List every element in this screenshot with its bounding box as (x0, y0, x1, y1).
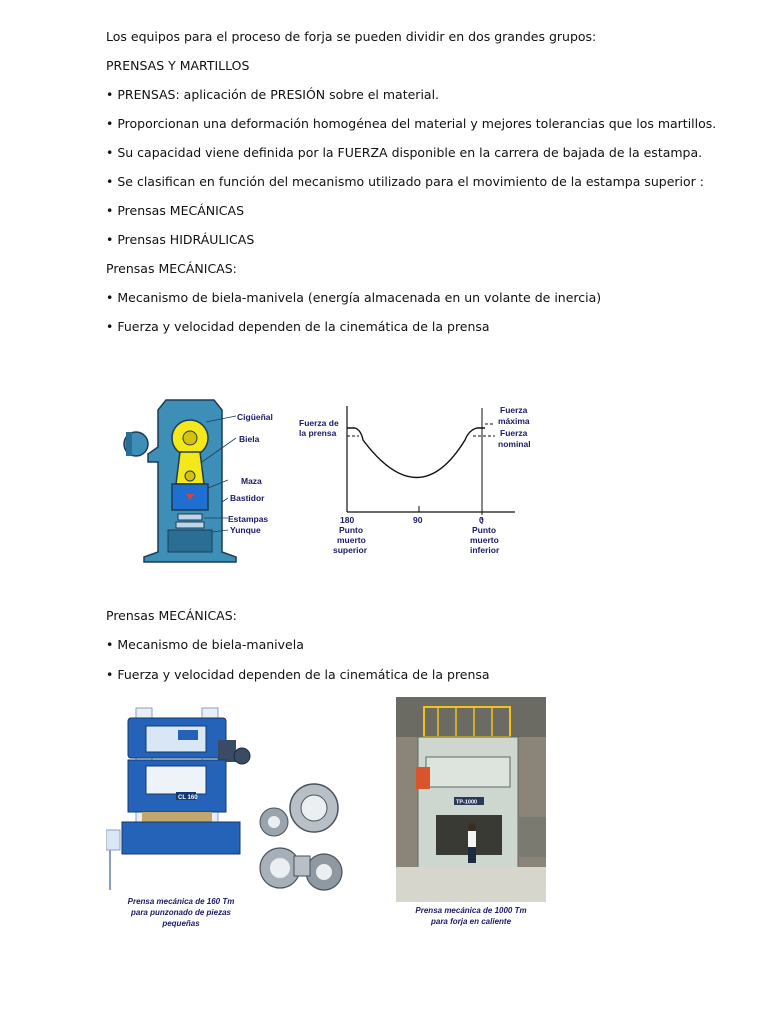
graph-fnom-2: nominal (498, 439, 531, 449)
press-1000tm-photo (396, 697, 546, 902)
graph-ylabel-1: Fuerza de (299, 418, 339, 428)
graph-pms-3: superior (333, 545, 368, 555)
graph-tick-90: 90 (413, 515, 423, 525)
label-estampas: Estampas (228, 514, 269, 524)
bullet-hidraulicas: • Prensas HIDRÁULICAS (106, 232, 255, 247)
label-bastidor: Bastidor (230, 493, 265, 503)
mech-bullet-fuerza-1: • Fuerza y velocidad dependen de la cinemática de la prensa (106, 319, 490, 334)
photo1-caption-line-3: pequeñas (162, 919, 200, 928)
photo2-caption-line-1: Prensa mecánica de 1000 Tm (415, 906, 527, 915)
mech-heading-2: Prensas MECÁNICAS: (106, 608, 237, 623)
section-heading: PRENSAS Y MARTILLOS (106, 58, 250, 73)
photo1-caption-line-1: Prensa mecánica de 160 Tm (127, 897, 235, 906)
bullet-deformacion: • Proporcionan una deformación homogénea del material y mejores tolerancias que los martillos. (106, 116, 717, 131)
graph-pms-1: Punto (339, 525, 364, 535)
press-160tm-photo (106, 700, 356, 895)
photo2-caption (396, 905, 546, 927)
bullet-capacidad: • Su capacidad viene definida por la FUERZA disponible en la carrera de bajada de la estampa. (106, 145, 703, 160)
bullet-mecanicas: • Prensas MECÁNICAS (106, 203, 245, 218)
graph-tick-180: 180 (340, 515, 355, 525)
graph-fnom-1: Fuerza (500, 428, 528, 438)
photo1-caption-line-2: para punzonado de piezas (130, 908, 231, 917)
label-yunque: Yunque (230, 525, 261, 535)
graph-ylabel-2: la prensa (299, 428, 337, 438)
bullet-prensas: • PRENSAS: aplicación de PRESIÓN sobre el material. (106, 87, 440, 102)
press-plate-label: CL 160 (178, 795, 198, 801)
forge-press-plate: TP-1000 (456, 799, 478, 806)
graph-fmax-2: máxima (498, 416, 530, 426)
label-ciguenal: Cigüeñal (237, 412, 273, 422)
graph-pmi-2: muerto (470, 535, 499, 545)
graph-fmax-1: Fuerza (500, 405, 528, 415)
label-biela: Biela (239, 434, 260, 444)
graph-tick-0: 0 (479, 515, 484, 525)
mech-bullet-fuerza-2: • Fuerza y velocidad dependen de la cinemática de la prensa (106, 667, 490, 682)
photo1-caption (106, 896, 256, 929)
force-curve-graph (295, 400, 540, 562)
bullet-clasificacion: • Se clasifican en función del mecanismo utilizado para el movimiento de la estampa superior : (106, 174, 704, 189)
graph-pms-2: muerto (337, 535, 366, 545)
mech-bullet-biela-2: • Mecanismo de biela-manivela (106, 637, 304, 652)
label-maza: Maza (241, 476, 262, 486)
mech-heading-1: Prensas MECÁNICAS: (106, 261, 237, 276)
graph-pmi-1: Punto (472, 525, 497, 535)
press-cross-section-diagram (118, 392, 278, 567)
photo2-caption-line-2: para forja en caliente (430, 917, 512, 926)
mech-bullet-biela-1: • Mecanismo de biela-manivela (energía almacenada en un volante de inercia) (106, 290, 602, 305)
graph-pmi-3: inferior (470, 545, 500, 555)
intro-text: Los equipos para el proceso de forja se pueden dividir en dos grandes grupos: (106, 29, 597, 44)
